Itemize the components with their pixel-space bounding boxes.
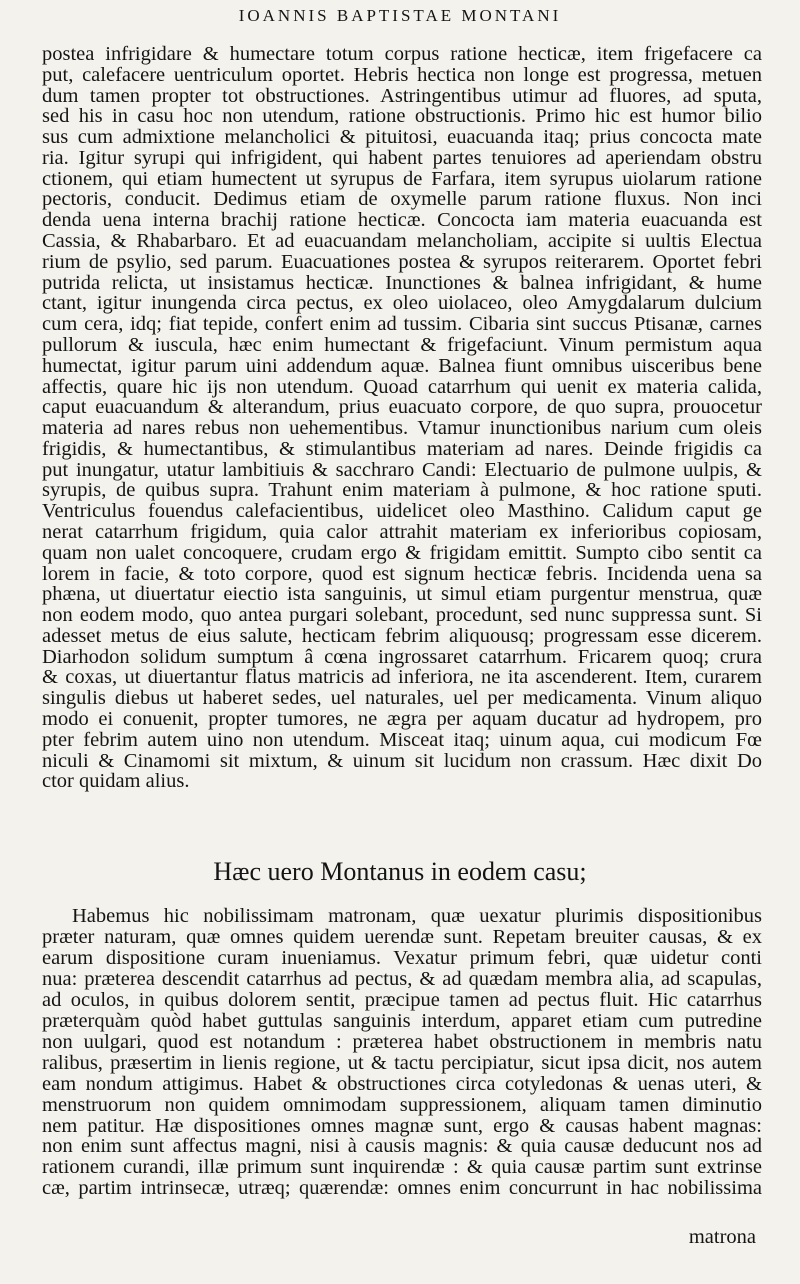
- catchword: matrona: [688, 1226, 756, 1248]
- section-heading: Hæc uero Montanus in eodem casu;: [213, 857, 587, 886]
- text-line: put, calefacere uentriculum oportet. Hebris hectica non longe est progressa, metuen: [42, 63, 762, 86]
- text-line: pullorum & iuscula, hæc enim humectant & frigefaciunt. Vinum permistum aqua: [42, 333, 762, 356]
- text-line: modo ei conuenit, propter tumores, ne ægra per aquam ducatur ad hydropem, pro: [42, 708, 762, 730]
- text-line: frigidis, & humectantibus, & stimulantibus materiam ad nares. Deinde frigidis ca: [42, 437, 762, 460]
- text-line: nerat catarrhum frigidum, quia calor attrahit materiam ex inferioribus copiosam,: [42, 520, 762, 543]
- text-line: nua: præterea descendit catarrhus ad pectus, & ad quædam membra alia, ad scapulas,: [42, 967, 762, 990]
- text-line: cum cera, idq; fiat tepide, confert enim ad tussim. Cibaria sint succus Ptisanæ, carnes: [42, 313, 762, 336]
- text-line: ralibus, præsertim in lienis regione, ut & tactu percipiatur, sicut ipsa dicit, nos autem: [42, 1051, 762, 1074]
- text-line: cæ, partim intrinsecæ, utræq; quærendæ: omnes enim concurrunt in hac nobilissima: [42, 1177, 762, 1200]
- text-line: humectat, igitur parum uini addendum aquæ. Balnea fiunt omnibus uisceribus bene: [42, 354, 762, 377]
- text-line: quam non ualet concoquere, crudam ergo & frigidam emittit. Sumpto cibo sentit ca: [42, 541, 762, 564]
- text-line: non eodem modo, quo antea purgari solebant, procedunt, sed nunc suppressa sunt. Si: [42, 604, 762, 627]
- text-line: Diarhodon solidum sumptum â cœna ingrossaret catarrhum. Fricarem quoq; crura: [42, 645, 762, 668]
- text-line: pter febrim autem uino non utendum. Misceat itaq; uinum aqua, cui modicum Fœ: [42, 728, 762, 751]
- text-line: dum tamen propter tot obstructiones. Astringentibus utimur ad fluores, ad sputa,: [42, 84, 762, 107]
- text-line: non uulgari, quod est notandum : præterea habet obstructionem in membris natu: [42, 1030, 762, 1053]
- text-line: & coxas, ut diuertantur flatus matricis ad inferiora, ne ita ascenderent. Item, curarem: [42, 666, 762, 689]
- text-line: adesset metus de eius salute, hecticam febrim aliquousq; progressam esse dicerem.: [42, 624, 762, 647]
- text-line: rium de psylio, sed parum. Euacuationes postea & syrupos reiterarem. Oportet febri: [42, 250, 762, 273]
- text-line: non enim sunt affectus magni, nisi à causis magnis: & quia causæ deducunt nos ad: [42, 1135, 762, 1158]
- text-line: pectoris, conducit. Dedimus etiam de oxymelle parum ratione fluxus. Non inci: [42, 188, 762, 211]
- text-line: Habemus hic nobilissimam matronam, quæ uexatur plurimis dispositionibus: [72, 905, 762, 927]
- text-line: affectis, quare hic ijs non utendum. Quoad catarrhum qui uenit ex materia calida,: [42, 375, 762, 398]
- text-line: denda uena interna brachij ratione hecticæ. Concocta iam materia euacuanda est: [42, 209, 762, 232]
- text-line: putrida relicta, ut insistamus hecticæ. Inunctiones & balnea infrigidant, & hume: [42, 271, 762, 294]
- text-line: eam nondum attigimus. Habet & obstructiones circa cotyledonas & uenas uteri, &: [42, 1072, 762, 1095]
- text-line: sus cum admixtione melancholici & pituitosi, euacuanda itaq; prius concocta mate: [42, 126, 762, 149]
- text-line: ctionem, qui etiam humectent ut syrupus de Farfara, item syrupus uiolarum ratione: [42, 167, 762, 190]
- text-line: præterquàm quòd habet guttulas sanguinis interdum, apparet etiam cum putredine: [42, 1009, 762, 1032]
- text-line: nem patitur. Hæ dispositiones omnes magnæ sunt, ergo & causas habent magnas:: [42, 1114, 762, 1137]
- text-line: ad oculos, in quibus dolorem sentit, præcipue tamen ad pectus fluit. Hic catarrhus: [42, 988, 762, 1011]
- text-line: menstruorum non quidem omnimodam suppressionem, aliquam tamen diminutio: [42, 1093, 762, 1116]
- text-line: ria. Igitur syrupi qui infrigident, qui habent partes tenuiores ad aperiendam obstru: [42, 146, 762, 169]
- paragraph-2: [42, 906, 762, 1199]
- text-line: ctant, igitur inungenda circa pectus, ex oleo uiolaceo, oleo Amygdalarum dulcium: [42, 292, 762, 315]
- text-line: caput euacuandum & alterandum, prius euacuato corpore, de quo supra, prouocetur: [42, 396, 762, 419]
- text-line: syrupis, de quibus supra. Trahunt enim materiam à pulmone, & hoc ratione sputi.: [42, 479, 762, 502]
- text-line: ctor quidam alius.: [42, 770, 190, 793]
- text-line: materia ad nares rebus non uehementibus. Vtamur inunctionibus narium cum oleis: [42, 417, 762, 440]
- text-line: singulis diebus ut haberet sedes, uel naturales, uel per medicamenta. Vinum aliquo: [42, 687, 762, 710]
- text-line: Cassia, & Rhabarbaro. Et ad euacuandam melancholiam, accipite si uultis Electua: [42, 230, 762, 253]
- text-line: niculi & Cinamomi sit mixtum, & uinum sit lucidum non crassum. Hæc dixit Do: [42, 749, 762, 772]
- text-line: præter naturam, quæ omnes quidem uerendæ sunt. Repetam breuiter causas, & ex: [42, 925, 762, 948]
- text-line: put inungatur, utatur lambitiuis & sacchraro Candi: Electuario de pulmone uulpis, &: [42, 458, 762, 481]
- text-line: Ventriculus fouendus calefacientibus, uidelicet oleo Masthino. Calidum caput ge: [42, 500, 762, 523]
- running-header: IOANNIS BAPTISTAE MONTANI: [238, 6, 562, 25]
- text-line: phæna, ut diuertatur eiectio ista sanguinis, ut simul etiam purgentur menstrua, quæ: [42, 583, 762, 606]
- text-line: postea infrigidare & humectare totum corpus ratione hecticæ, item frigefacere ca: [42, 43, 762, 65]
- paragraph-1: [42, 44, 762, 792]
- text-line: sed his in casu hoc non utendum, ratione obstructionis. Primo hic est humor bilio: [42, 105, 762, 128]
- text-line: rationem curandi, illæ primum sunt inquirendæ : & quia causæ partim sunt extrinse: [42, 1156, 762, 1179]
- text-line: lorem in facie, & toto corpore, quod est signum hecticæ febris. Incidenda uena sa: [42, 562, 762, 585]
- text-line: earum dispositione curam inueniamus. Vexatur primum febri, quæ uidetur conti: [42, 946, 762, 969]
